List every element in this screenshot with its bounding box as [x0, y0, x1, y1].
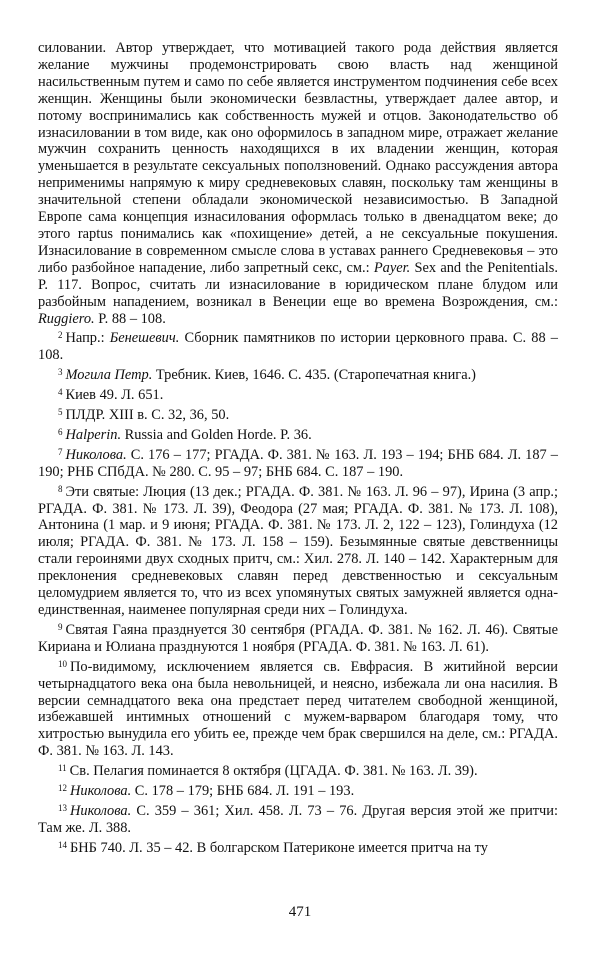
footnote-author: Бенешевич.: [109, 330, 180, 347]
footnote: [38, 800, 558, 837]
footnote-text: С. 359 – 361; Хил. 458. Л. 73 – 76. Другая версия этой же притчи: Там же. Л. 388.: [38, 802, 558, 836]
footnote-number: 12: [58, 783, 67, 794]
footnote-author: Николова.: [70, 783, 132, 800]
footnote: [38, 444, 558, 481]
footnote-number: 7: [58, 446, 63, 457]
footnote: [38, 760, 558, 780]
page-number: 471: [288, 904, 312, 920]
page-body: [38, 40, 558, 857]
ref-author-payer: Payer.: [373, 259, 411, 276]
main-paragraph: [38, 40, 558, 327]
footnote-author: Halperin.: [65, 426, 122, 443]
ref-author-ruggiero: Ruggiero.: [38, 310, 95, 327]
footnote: [38, 481, 558, 619]
footnote: [38, 424, 558, 444]
ref-tail-1: Sex and the Penitentials. P. 117. Вопрос, считать ли изнасилование в юридическом плане блудом или разбойным нападением, возникал в Венеции еще во времена Возрождения, см.:: [38, 259, 558, 310]
footnote-number: 5: [58, 407, 63, 418]
footnotes: [38, 327, 558, 856]
footnote: [38, 404, 558, 424]
footnote-text: Св. Пелагия поминается 8 октября (ЦГАДА. Ф. 381. № 163. Л. 39).: [69, 763, 478, 780]
footnote-text: По-видимому, исключением является св. Евфрасия. В житийной версии четырнадцатого века она была невольницей, и неясно, избежала ли она насилия. В версии семнадцатого века она предстает перед читателем свободной женщиной, избежавшей интимных отношений с мужем-варваром благодаря тому, что хитростью вынудила его убить ее, прежде чем брак свершился на деле, см.: РГАДА. Ф. 381. № 163. Л. 143.: [38, 658, 558, 760]
footnote: [38, 837, 558, 857]
footnote-number: 4: [58, 387, 63, 398]
footnote-text: С. 178 – 179; БНБ 684. Л. 191 – 193.: [131, 783, 355, 800]
footnote-number: 10: [58, 658, 67, 669]
footnote-text: С. 176 – 177; РГАДА. Ф. 381. № 163. Л. 193 – 194; БНБ 684. Л. 187 – 190; РНБ СПбДА. № 280. С. 95 – 97; БНБ 684. С. 187 – 190.: [38, 446, 558, 480]
footnote-number: 6: [58, 426, 63, 437]
footnote-text: БНБ 740. Л. 35 – 42. В болгарском Патериконе имеется притча на ту: [70, 839, 488, 856]
footnote-author: Могила Петр.: [65, 367, 153, 384]
footnote-text: Требник. Киев, 1646. С. 435. (Старопечатная книга.): [152, 367, 476, 384]
footnote-text: Святая Гаяна празднуется 30 сентября (РГАДА. Ф. 381. № 162. Л. 46). Святые Кириана и Юлиана празднуются 1 ноября (РГАДА. Ф. 381. № 163. Л. 61).: [38, 621, 558, 655]
footnote-author: Николова.: [70, 802, 132, 819]
footnote: [38, 327, 558, 364]
footnote-number: 13: [58, 802, 67, 813]
footnote-number: 3: [58, 367, 63, 378]
footnote-number: 14: [58, 839, 67, 850]
footnote-prefix: Напр.:: [65, 330, 110, 347]
main-text: силовании. Автор утверждает, что мотивацией такого рода действия является желание мужчины продемонстрировать свою власть над женщиной насильственным путем и само по себе является инструментом подчинения себе всех женщин. Женщины были экономически безвластны, утверждает далее автор, и потому воспринимались как собственность мужей и отцов. Законодательство об изнасиловании в том виде, как оно оформилось в западном мире, отражает желание мужчин сохранить ценность находящихся в их владении женщин, которая уменьшается в результате сексуальных поползновений. Однако рассуждения автора неприменимы напрямую к миру средневековых славян, поскольку там женщины в значительной степени обладали экономической независимостью. В Западной Европе сама концепция изнасилования оформлась только в двенадцатом веке; до этого raptus понимались как «похищение» детей, а не сексуальные покушения. Изнасилование в современном смысле слова в уставах раннего Средневековья – это либо разбойное нападение, либо запретный секс, см.:: [38, 40, 558, 276]
footnote: [38, 364, 558, 384]
footnote: [38, 384, 558, 404]
footnote: [38, 780, 558, 800]
ref-tail-2: P. 88 – 108.: [94, 310, 166, 327]
footnote-number: 9: [58, 621, 63, 632]
footnote-text: Киев 49. Л. 651.: [65, 387, 164, 404]
footnote-text: Эти святые: Люция (13 дек.; РГАДА. Ф. 381. № 163. Л. 96 – 97), Ирина (3 апр.; РГАДА. Ф. 381. № 173. Л. 39), Феодора (27 мая; РГАДА. Ф. 381. № 173. Л. 108), Антонина (1 мар. и 9 июня; РГАДА. Ф. 381. № 173. Л. 2, 122 – 123), Голиндуха (12 июля; РГАДА. Ф. 381. № 173. Л. 158 – 159). Безымянные святые девственницы стали героинями двух сходных притч, см.: Хил. 278. Л. 140 – 142. Характерным для преклонения средневековых славян перед девственностью и сексуальным целомудрием является то, что из всех упомянутых святых замужней является одна-единственная, наименее популярная среди них – Голиндуха.: [38, 483, 558, 618]
footnote-number: 11: [58, 763, 67, 774]
footnote-text: ПЛДР. XIII в. С. 32, 36, 50.: [65, 407, 230, 424]
footnote-number: 2: [58, 330, 63, 341]
footnote-author: Николова.: [65, 446, 127, 463]
footnote-number: 8: [58, 483, 63, 494]
footnote-text: Сборник памятников по истории церковного права. С. 88 – 108.: [38, 330, 558, 364]
footnote: [38, 656, 558, 760]
footnote: [38, 619, 558, 656]
footnote-text: Russia and Golden Horde. P. 36.: [121, 426, 312, 443]
